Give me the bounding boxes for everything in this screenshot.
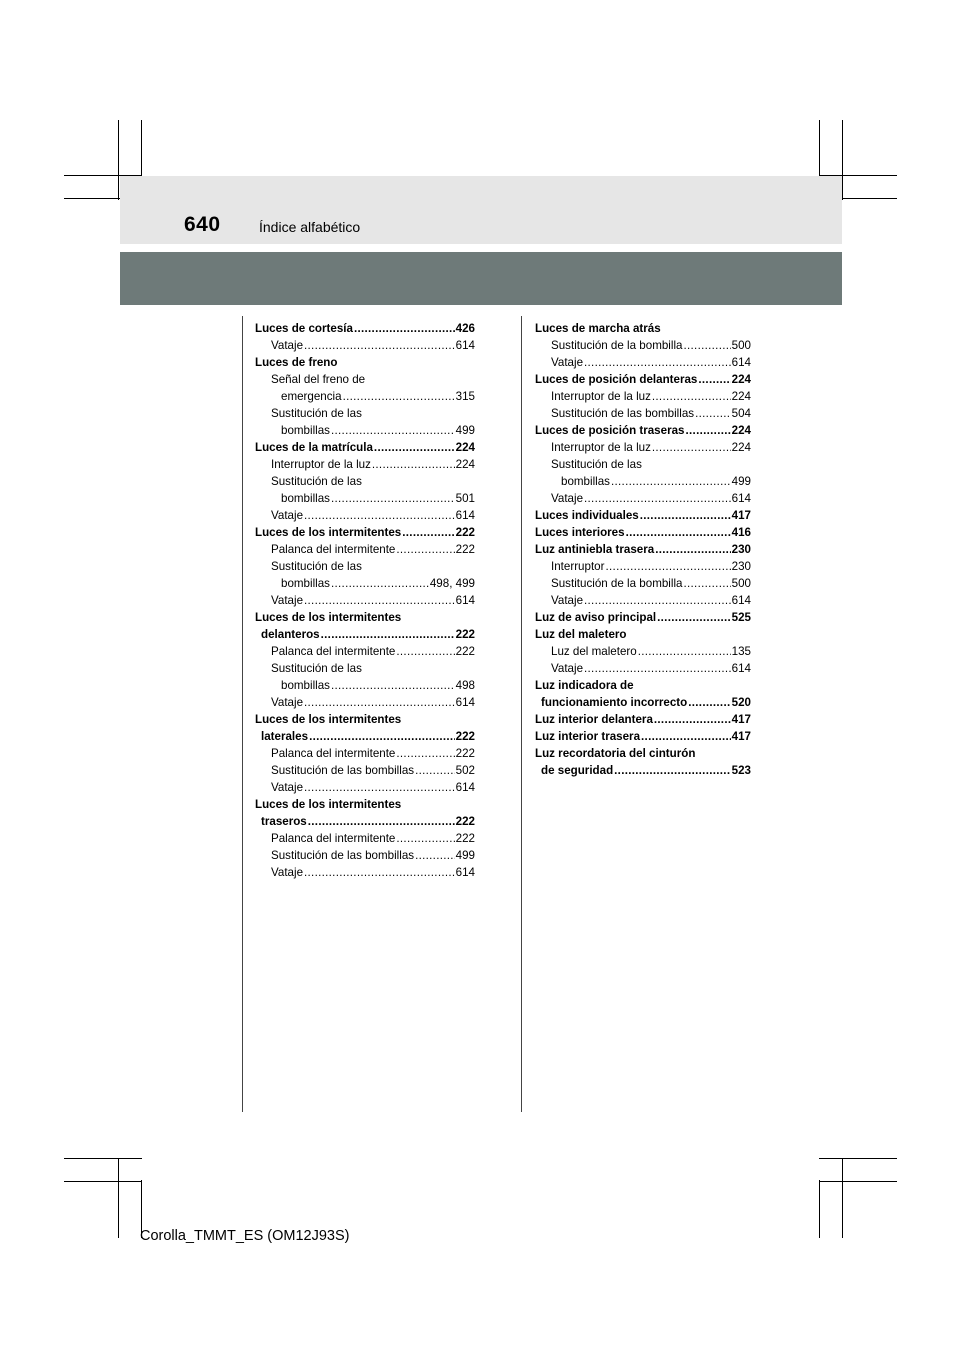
index-entry: Señal del freno de [271,373,366,386]
index-entry [255,847,475,864]
index-entry [255,524,475,541]
column-rule [242,316,243,1112]
dot-leader [688,694,730,711]
index-entry [255,694,475,711]
dot-leader [396,643,454,660]
index-entry [255,643,475,660]
index-entry [255,677,475,694]
index-entry: Sustitución de las [271,475,362,488]
index-entry [255,779,475,796]
index-entry [255,762,475,779]
index-entry [535,524,751,541]
entry-term: Luz de aviso principal [535,611,657,624]
entry-page-ref: 504 [731,407,751,420]
entry-term: bombillas [281,577,330,590]
entry-term: Sustitución de las bombillas [551,407,695,420]
dot-leader [343,388,455,405]
index-entry [535,643,751,660]
index-entry [255,507,475,524]
entry-page-ref: 499 [455,849,475,862]
page-number: 640 [184,213,221,236]
index-entry: Luces de los intermitentes [255,798,402,811]
dot-leader [402,524,454,541]
dot-leader [695,405,731,422]
entry-page-ref: 222 [455,747,475,760]
dot-leader [415,762,455,779]
index-entry: Luz del maletero [535,628,627,641]
entry-term: Vataje [271,781,304,794]
entry-term: Vataje [271,509,304,522]
entry-term: Sustitución de la bombilla [551,339,683,352]
entry-page-ref: 315 [455,390,475,403]
dot-leader [304,507,455,524]
dot-leader [354,320,455,337]
entry-term: Luces de posición delanteras [535,373,698,386]
entry-term: Interruptor [551,560,605,573]
index-entry [255,422,475,439]
index-entry [535,371,751,388]
entry-page-ref: 525 [731,611,751,624]
index-entry [535,575,751,592]
dot-leader [584,660,731,677]
index-entry [535,490,751,507]
index-entry [535,762,751,779]
entry-page-ref: 224 [731,424,751,437]
crop-mark [64,1158,142,1159]
entry-page-ref: 614 [455,696,475,709]
entry-page-ref: 417 [731,509,751,522]
dot-leader [640,507,731,524]
index-entry [255,456,475,473]
entry-page-ref: 224 [731,390,751,403]
entry-term: Luces individuales [535,509,639,522]
entry-term: Luz interior delantera [535,713,653,726]
dot-leader [584,592,731,609]
entry-term: Luz interior trasera [535,730,641,743]
entry-term: Sustitución de las bombillas [271,764,415,777]
entry-term: Vataje [551,594,584,607]
dot-leader [308,813,455,830]
entry-page-ref: 222 [455,832,475,845]
dot-leader [654,711,731,728]
crop-mark [819,1158,897,1159]
dot-leader [304,779,455,796]
entry-page-ref: 614 [455,781,475,794]
crop-mark [819,1181,897,1182]
entry-page-ref: 614 [731,492,751,505]
entry-page-ref: 416 [731,526,751,539]
entry-page-ref: 523 [731,764,751,777]
entry-term: emergencia [281,390,342,403]
entry-page-ref: 224 [455,458,475,471]
index-entry: Luces de los intermitentes [255,611,402,624]
index-entry [255,864,475,881]
index-entry [535,507,751,524]
dot-leader [331,575,429,592]
index-entry [535,541,751,558]
entry-page-ref: 222 [455,815,475,828]
entry-term: Sustitución de las bombillas [271,849,415,862]
dot-leader [331,677,455,694]
dot-leader [304,592,455,609]
entry-page-ref: 222 [455,526,475,539]
entry-page-ref: 501 [455,492,475,505]
index-entry [535,337,751,354]
dot-leader [606,558,731,575]
entry-page-ref: 500 [731,577,751,590]
entry-page-ref: 417 [731,713,751,726]
index-entry: Sustitución de las [271,560,362,573]
dot-leader [611,473,731,490]
entry-page-ref: 614 [455,509,475,522]
entry-term: Vataje [271,594,304,607]
index-column-left [255,320,475,881]
dot-leader [584,490,731,507]
dot-leader [652,388,731,405]
dot-leader [304,694,455,711]
dot-leader [698,371,730,388]
dot-leader [374,439,455,456]
crop-mark [819,1180,820,1238]
index-entry [535,711,751,728]
entry-term: Luces de los intermitentes [255,526,402,539]
entry-term: Interruptor de la luz [551,441,651,454]
dot-leader [304,864,455,881]
crop-mark [842,1158,843,1238]
entry-term: de seguridad [541,764,614,777]
dot-leader [584,354,731,371]
dot-leader [626,524,731,541]
entry-term: Palanca del intermitente [271,543,396,556]
dot-leader [396,541,454,558]
index-entry [535,558,751,575]
index-entry [535,354,751,371]
column-rule [521,316,522,1112]
dot-leader [396,830,454,847]
entry-page-ref: 224 [455,441,475,454]
entry-page-ref: 614 [731,662,751,675]
entry-term: Palanca del intermitente [271,747,396,760]
dot-leader [331,490,455,507]
entry-term: bombillas [561,475,610,488]
entry-page-ref: 426 [455,322,475,335]
entry-term: Luz antiniebla trasera [535,543,655,556]
entry-page-ref: 499 [455,424,475,437]
dot-leader [304,337,455,354]
entry-term: Palanca del intermitente [271,832,396,845]
dot-leader [415,847,455,864]
index-entry: Luz indicadora de [535,679,634,692]
entry-term: Vataje [551,356,584,369]
entry-term: Luces interiores [535,526,625,539]
index-entry [535,660,751,677]
index-entry [255,830,475,847]
entry-term: Interruptor de la luz [551,390,651,403]
index-entry [535,405,751,422]
entry-term: Luces de la matrícula [255,441,373,454]
entry-page-ref: 614 [455,594,475,607]
index-entry [535,728,751,745]
entry-page-ref: 614 [731,594,751,607]
entry-page-ref: 498 [455,679,475,692]
dot-leader [396,745,454,762]
dot-leader [641,728,731,745]
index-entry: Luces de los intermitentes [255,713,402,726]
dot-leader [686,422,731,439]
dot-leader [372,456,455,473]
entry-page-ref: 224 [731,373,751,386]
dot-leader [614,762,731,779]
index-entry [255,745,475,762]
entry-term: Palanca del intermitente [271,645,396,658]
entry-page-ref: 224 [731,441,751,454]
crop-mark [118,120,119,200]
entry-term: traseros [261,815,307,828]
entry-page-ref: 500 [731,339,751,352]
index-entry [255,439,475,456]
index-entry: Sustitución de las [271,407,362,420]
dot-leader [655,541,730,558]
index-entry [255,626,475,643]
entry-term: delanteros [261,628,320,641]
entry-page-ref: 498, 499 [429,577,475,590]
index-entry: Sustitución de las [551,458,642,471]
index-entry [535,422,751,439]
entry-page-ref: 502 [455,764,475,777]
index-column-right [535,320,751,779]
index-entry [255,320,475,337]
entry-page-ref: 222 [455,645,475,658]
index-entry [255,592,475,609]
entry-term: laterales [261,730,309,743]
section-title: Índice alfabético [259,219,361,235]
index-entry [255,728,475,745]
dot-leader [309,728,455,745]
entry-term: Vataje [271,866,304,879]
index-entry [535,609,751,626]
entry-page-ref: 222 [455,543,475,556]
dot-leader [683,337,730,354]
entry-page-ref: 230 [731,560,751,573]
entry-term: Luces de cortesía [255,322,353,335]
dot-leader [683,575,730,592]
entry-term: Vataje [271,339,304,352]
dot-leader [321,626,455,643]
entry-page-ref: 230 [731,543,751,556]
entry-term: Sustitución de la bombilla [551,577,683,590]
entry-term: Vataje [551,662,584,675]
entry-term: bombillas [281,679,330,692]
entry-term: funcionamiento incorrecto [541,696,688,709]
entry-term: Vataje [551,492,584,505]
crop-mark [64,1181,142,1182]
entry-page-ref: 499 [731,475,751,488]
index-entry [535,694,751,711]
entry-term: Vataje [271,696,304,709]
entry-term: Luz del maletero [551,645,637,658]
index-entry [255,541,475,558]
entry-term: Luces de posición traseras [535,424,685,437]
header-accent-band [120,252,842,305]
dot-leader [652,439,731,456]
index-entry [255,490,475,507]
index-entry [255,813,475,830]
index-entry [535,439,751,456]
entry-page-ref: 520 [731,696,751,709]
header-band [120,176,842,244]
entry-page-ref: 135 [731,645,751,658]
entry-page-ref: 222 [455,628,475,641]
crop-mark [842,120,843,200]
index-entry [535,388,751,405]
dot-leader [638,643,731,660]
entry-page-ref: 614 [455,339,475,352]
entry-page-ref: 222 [455,730,475,743]
index-entry: Luces de freno [255,356,338,369]
entry-term: bombillas [281,424,330,437]
entry-page-ref: 417 [731,730,751,743]
index-entry [255,575,475,592]
entry-page-ref: 614 [455,866,475,879]
index-entry: Luces de marcha atrás [535,322,661,335]
entry-term: bombillas [281,492,330,505]
index-entry [255,337,475,354]
entry-term: Interruptor de la luz [271,458,371,471]
dot-leader [331,422,455,439]
index-entry [535,473,751,490]
footer-document-code: Corolla_TMMT_ES (OM12J93S) [140,1228,350,1244]
index-entry: Sustitución de las [271,662,362,675]
index-entry: Luz recordatoria del cinturón [535,747,696,760]
entry-page-ref: 614 [731,356,751,369]
index-entry [535,592,751,609]
index-entry [255,388,475,405]
crop-mark [118,1158,119,1238]
dot-leader [657,609,731,626]
